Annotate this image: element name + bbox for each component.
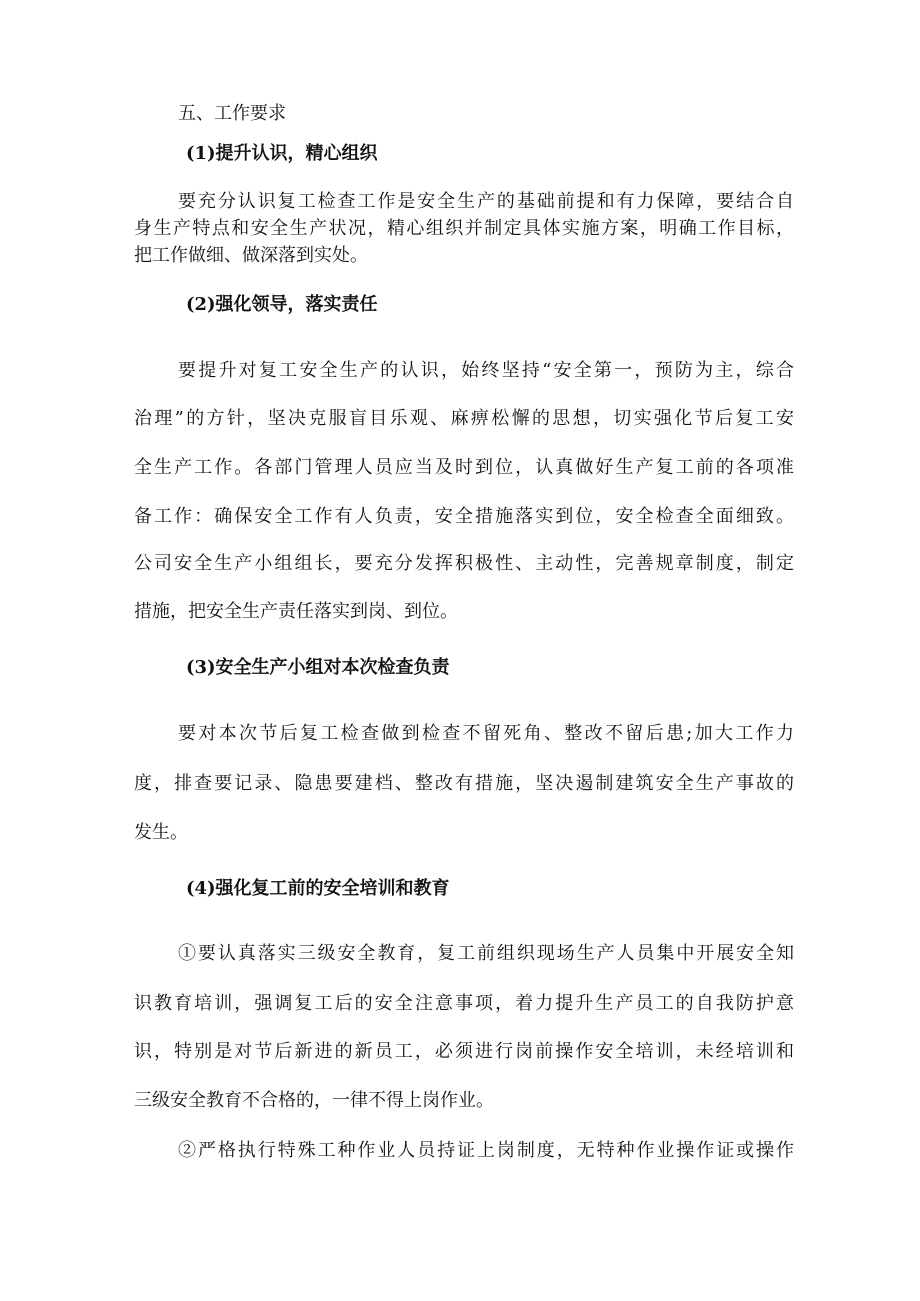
paragraph-line: 要对本次节后复工检查做到检查不留死角、整改不留后患;加大工作力: [178, 723, 794, 744]
paragraph-line: 三级安全教育不合格的，一律不得上岗作业。: [134, 1090, 494, 1111]
paragraph-line: 度，排查要记录、隐患要建档、整改有措施，坚决遏制建筑安全生产事故的: [134, 773, 794, 794]
paragraph-line: 治理”的方针，坚决克服盲目乐观、麻痹松懈的思想，切实强化节后复工安: [134, 408, 794, 429]
paragraph-line: 全生产工作。各部门管理人员应当及时到位，认真做好生产复工前的各项准: [134, 457, 794, 478]
paragraph-line: 备工作：确保安全工作有人负责，安全措施落实到位，安全检查全面细致。: [134, 506, 794, 527]
paragraph-line: 要充分认识复工检查工作是安全生产的基础前提和有力保障，要结合自: [178, 191, 794, 212]
paragraph-line: 公司安全生产小组组长，要充分发挥积极性、主动性，完善规章制度，制定: [134, 553, 794, 574]
paragraph-line: 要提升对复工安全生产的认识，始终坚持“安全第一，预防为主，综合: [178, 360, 794, 381]
subsection-heading-3: (3)安全生产小组对本次检查负责: [186, 657, 450, 678]
subsection-heading-4: (4)强化复工前的安全培训和教育: [186, 878, 450, 899]
paragraph-line: 措施，把安全生产责任落实到岗、到位。: [134, 601, 458, 622]
paragraph-line: ②严格执行特殊工种作业人员持证上岗制度，无特种作业操作证或操作: [178, 1140, 794, 1161]
paragraph-line: 身生产特点和安全生产状况，精心组织并制定具体实施方案，明确工作目标，: [134, 218, 794, 239]
paragraph-line: 识教育培训，强调复工后的安全注意事项，着力提升生产员工的自我防护意: [134, 993, 794, 1014]
subsection-heading-1: (1)提升认识，精心组织: [186, 143, 378, 164]
paragraph-line: ①要认真落实三级安全教育，复工前组织现场生产人员集中开展安全知: [178, 943, 794, 964]
section-heading: 五、工作要求: [178, 103, 286, 124]
paragraph-line: 发生。: [134, 822, 188, 843]
paragraph-line: 识，特别是对节后新进的新员工，必须进行岗前操作安全培训，未经培训和: [134, 1041, 794, 1062]
paragraph-line: 把工作做细、做深落到实处。: [134, 245, 368, 266]
subsection-heading-2: (2)强化领导，落实责任: [186, 294, 378, 315]
